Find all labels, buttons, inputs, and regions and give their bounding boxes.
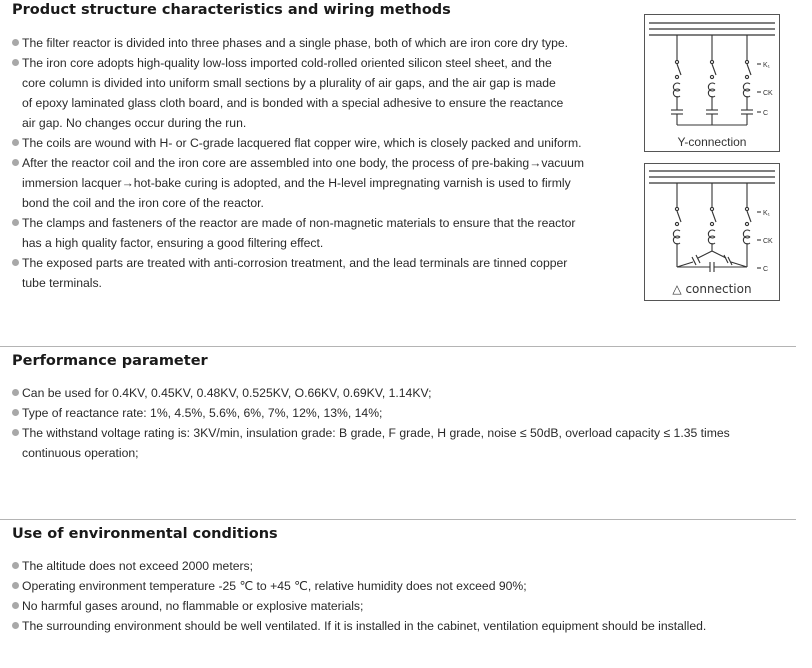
list-item: The exposed parts are treated with anti-corrosion treatment, and the lead terminals are tinned copper <box>10 253 584 273</box>
switch-label: K₁ <box>763 62 771 69</box>
section-title-environment: Use of environmental conditions <box>12 526 278 542</box>
structure-list <box>10 33 584 293</box>
list-item-continuation: has a high quality factor, ensuring a good filtering effect. <box>22 236 324 250</box>
list-item: The surrounding environment should be well ventilated. If it is installed in the cabinet, ventilation equipment should be installed. <box>10 616 706 636</box>
list-item: The withstand voltage rating is: 3KV/min, insulation grade: B grade, F grade, H grade, noise ≤ 50dB, overload capacity ≤ 1.35 times <box>10 423 730 443</box>
list-item: No harmful gases around, no flammable or explosive materials; <box>10 596 706 616</box>
list-item: The coils are wound with H- or C-grade lacquered flat copper wire, which is closely packed and uniform. <box>10 133 584 153</box>
list-item: Operating environment temperature -25 ℃ to +45 ℃, relative humidity does not exceed 90%; <box>10 576 706 596</box>
list-item: The filter reactor is divided into three phases and a single phase, both of which are iron core dry type. <box>10 33 584 53</box>
reactor-label: CK <box>763 238 773 245</box>
diagram-caption: △ connection <box>672 282 752 296</box>
environment-list <box>10 556 706 636</box>
capacitor-label: C <box>763 266 769 273</box>
list-item: Can be used for 0.4KV, 0.45KV, 0.48KV, 0.525KV, O.66KV, 0.69KV, 1.14KV; <box>10 383 730 403</box>
list-item-continuation: core column is divided into uniform small sections by a plurality of air gaps, and the air gap is made <box>22 76 556 90</box>
list-item: Type of reactance rate: 1%, 4.5%, 5.6%, 6%, 7%, 12%, 13%, 14%; <box>10 403 730 423</box>
list-item: The altitude does not exceed 2000 meters; <box>10 556 706 576</box>
section-title-structure: Product structure characteristics and wiring methods <box>12 2 451 18</box>
list-item-continuation: air gap. No changes occur during the run. <box>22 116 247 130</box>
capacitor-label: C <box>763 110 769 117</box>
section-divider <box>0 346 796 347</box>
list-item-continuation: of epoxy laminated glass cloth board, and is bonded with a special adhesive to ensure the reactance <box>22 96 564 110</box>
list-item-continuation: immersion lacquer→hot-bake curing is adopted, and the H-level impregnating varnish is used to firmly <box>22 176 571 190</box>
list-item: The clamps and fasteners of the reactor are made of non-magnetic materials to ensure that the reactor <box>10 213 584 233</box>
reactor-label: CK <box>763 90 773 97</box>
list-item-continuation: continuous operation; <box>22 446 139 460</box>
y-connection-diagram <box>644 14 780 152</box>
list-item: The iron core adopts high-quality low-loss imported cold-rolled oriented silicon steel sheet, and the <box>10 53 584 73</box>
list-item-continuation: tube terminals. <box>22 276 102 290</box>
section-title-performance: Performance parameter <box>12 353 208 369</box>
diagram-caption: Y-connection <box>677 135 747 149</box>
list-item-continuation: bond the coil and the iron core of the reactor. <box>22 196 264 210</box>
performance-list <box>10 383 730 463</box>
section-divider <box>0 519 796 520</box>
list-item: After the reactor coil and the iron core are assembled into one body, the process of pre-baking→vacuum <box>10 153 584 173</box>
switch-label: K₁ <box>763 210 771 217</box>
delta-connection-diagram <box>644 163 780 301</box>
